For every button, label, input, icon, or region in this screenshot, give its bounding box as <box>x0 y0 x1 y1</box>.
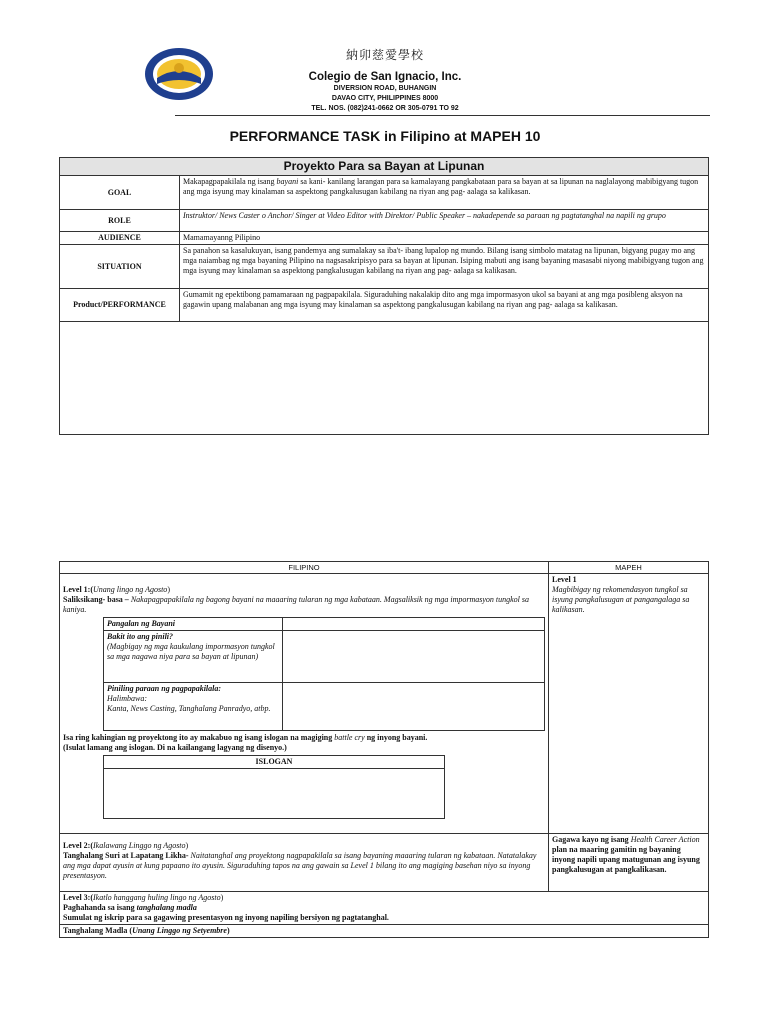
level3-cell <box>60 892 709 925</box>
hero-name-field[interactable] <box>283 618 545 631</box>
reason-label: Bakit ito ang pinili? (Magbigay ng mga kaukulang impormasyon tungkol sa mga nagawa niya para sa bayan at lipunan) <box>104 631 283 683</box>
school-logo <box>143 46 215 102</box>
product-text: Gumamit ng epektibong pamamaraan ng pagpapakilala. Siguraduhing nakalakip dito ang mga impormasyon ukol sa bayani at ang mga posibleng aksyon na gagawin upang malabanan ang mga isyung may kinalaman sa aspektong pangkalusugan kabilang na riyan ang pag- aalaga sa kalikasan. <box>180 289 709 322</box>
school-telephone: TEL. NOS. (082)241-0662 OR 305-0791 TO 92 <box>311 105 459 112</box>
mapeh-level1-heading: Level 1 <box>552 575 577 585</box>
grasps-caption: Proyekto Para sa Bayan at Lipunan <box>60 158 709 176</box>
school-address-line2: DAVAO CITY, PHILIPPINES 8000 <box>331 95 439 102</box>
mapeh-column-header: MAPEH <box>549 562 709 574</box>
level3-heading: Level 3:(Ikatlo hanggang huling lingo ng Agosto) <box>63 893 224 903</box>
slogan-table <box>103 755 445 819</box>
level1-heading: Level 1:(Unang lingo ng Agosto) <box>63 585 170 595</box>
header-divider <box>175 115 710 116</box>
slogan-header: ISLOGAN <box>104 756 445 769</box>
level1-mapeh-cell <box>549 574 709 834</box>
level1-filipino-cell <box>60 574 549 834</box>
role-label: ROLE <box>60 210 180 232</box>
audience-label: AUDIENCE <box>60 232 180 245</box>
level3-title: Paghahanda sa isang tanghalang madla <box>63 903 197 913</box>
hero-info-table <box>103 617 545 731</box>
grasps-blank-area <box>60 322 709 435</box>
hero-name-label: Pangalan ng Bayani <box>104 618 283 631</box>
product-label: Product/PERFORMANCE <box>60 289 180 322</box>
method-label: Piniling paraan ng pagpapakilala: Halimbawa: Kanta, News Casting, Tanghalang Panradyo, atbp. <box>104 683 283 731</box>
method-field[interactable] <box>283 683 545 731</box>
mapeh-level1-description: Magbibigay ng rekomendasyon tungkol sa isyung pangkalusugan at pangangalaga sa kalikasan. <box>552 585 690 615</box>
slogan-field[interactable] <box>104 769 445 819</box>
level1-description: Saliksikang- basa – Nakapagpapakilala ng bagong bayani na maaaring tularan ng mga kabataan. Magsaliksik ng mga impormasyon tungkol sa kaniya. <box>63 595 530 615</box>
situation-label: SITUATION <box>60 245 180 289</box>
goal-label: GOAL <box>60 176 180 210</box>
level2-description: Tanghalang Suri at Lapatang Likha- Naitatanghal ang proyektong nagpapakilala sa isang bayaning maaaring tularan ng kabataan. Natatalakay ang mga dapat ayusin at kung papaano ito ayusin. Siguraduhing tapos na ang gawain sa Level 1 bilang ito ang magiging basehan niyo sa inyong presentasyon. <box>63 851 537 881</box>
reason-field[interactable] <box>283 631 545 683</box>
school-chinese-name: 納卯慈愛學校 <box>345 48 424 62</box>
levels-table <box>59 561 709 938</box>
goal-text: Makapagpapakilala ng isang bayani sa kani- kanilang larangan para sa kamalayang pangkabataan para sa bayan at sa lipunan na naglalayong mabibigyang tugon ang mga isyung may kinalaman sa aspektong pangkalusugan kabilang na riyan ang pag- aalaga sa kalikasan. <box>180 176 709 210</box>
slogan-instruction: Isa ring kahingian ng proyektong ito ay makabuo ng isang islogan na magiging battle cry ng inyong bayani. <box>63 733 428 743</box>
school-name: Colegio de San Ignacio, Inc. <box>308 71 462 83</box>
slogan-note: (Isulat lamang ang islogan. Di na kailangang lagyang ng disenyo.) <box>63 743 287 753</box>
level2-mapeh-cell: Gagawa kayo ng isang Health Career Action plan na maaring gamitin ng bayaning inyong napili upang matugunan ang isyung pangkalusugan at pangkalikasan. <box>549 834 709 892</box>
level2-heading: Level 2:(Ikalawang Linggo ng Agosto) <box>63 841 189 851</box>
level2-filipino-cell <box>60 834 549 892</box>
tanghalang-madla-cell: Tanghalang Madla (Unang Linggo ng Setyembre) <box>60 925 709 938</box>
level3-instruction: Sumulat ng iskrip para sa gagawing presentasyon ng inyong napiling bersiyon ng pagtatanghal. <box>63 913 389 923</box>
situation-text: Sa panahon sa kasalukuyan, isang pandemya ang sumalakay sa iba't- ibang lupalop ng mundo. Bilang isang simbolo matatag na lipunan, bigyang pugay mo ang mga naiambag ng mga bayaning Pilipino na nagsasakripisyo para sa bayan at lipunan. Isiping mabuti ang isang bayaning masasabi niyong mabibigyang tugon ang mga isyung may kinalaman sa aspektong pangkalusugan kabilang na riyan ang pag- aalaga sa kalikasan. <box>180 245 709 289</box>
audience-text: Mamamayanng Pilipino <box>180 232 709 245</box>
school-address-line1: DIVERSION ROAD, BUHANGIN <box>333 85 437 92</box>
document-title: PERFORMANCE TASK in Filipino at MAPEH 10 <box>229 128 541 144</box>
filipino-column-header: FILIPINO <box>60 562 549 574</box>
role-text: Instruktor/ News Caster o Anchor/ Singer at Video Editor with Direktor/ Public Speaker – nakadepende sa paraan ng pagtatanghal na napili ng grupo <box>180 210 709 232</box>
grasps-table <box>59 157 709 435</box>
